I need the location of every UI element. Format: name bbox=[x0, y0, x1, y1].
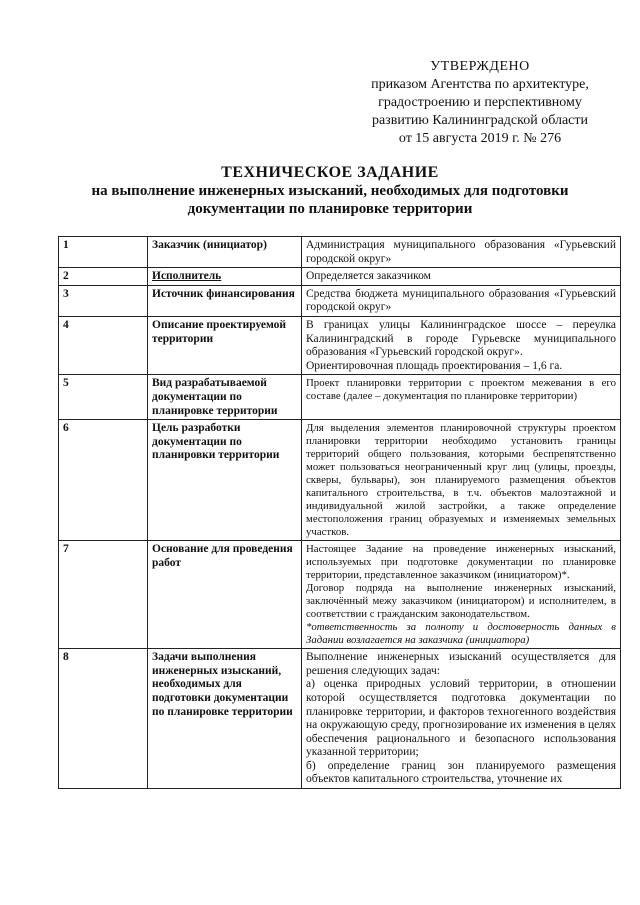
row-value bbox=[302, 375, 621, 420]
row-number: 5 bbox=[59, 375, 148, 420]
row-value-text: Определяется заказчиком bbox=[306, 270, 431, 283]
document-title bbox=[60, 164, 600, 218]
row-label: Задачи выполнения инженерных изысканий, необходимых для подготовки документации по планировке территории bbox=[148, 649, 302, 789]
row-value bbox=[302, 649, 621, 789]
table-row bbox=[59, 649, 621, 789]
row-label: Источник финансирования bbox=[148, 285, 302, 316]
table-row bbox=[59, 541, 621, 649]
row-label: Основание для проведения работ bbox=[148, 541, 302, 649]
row-value bbox=[302, 268, 621, 286]
row-value-text: Договор подряда на выполнение инженерных изысканий, заключённый межу заказчиком (инициатором) и исполнителем, в соответствии с гражданским законодательством. bbox=[306, 582, 616, 621]
table-row bbox=[59, 285, 621, 316]
approval-heading: УТВЕРЖДЕНО bbox=[430, 59, 530, 74]
row-value-text: а) оценка природных условий территории, в отношении которой осуществляется подготовка документации по планировке территории, и факторов техногенного воздействия на окружающую среду, прогнозирование их изменения в целях обеспечения рационального и безопасного использования указанной территории; bbox=[306, 678, 616, 759]
approval-line: градостроению и перспективному bbox=[378, 95, 582, 110]
row-label: Цель разработки документации по планировки территории bbox=[148, 420, 302, 541]
row-number: 2 bbox=[59, 268, 148, 286]
row-value-text: Выполнение инженерных изысканий осуществляется для решения следующих задач: bbox=[306, 651, 616, 677]
table-row bbox=[59, 268, 621, 286]
approval-line: развитию Калининградской области bbox=[371, 113, 589, 128]
row-value bbox=[302, 237, 621, 268]
row-label: Вид разрабатываемой документации по планировке территории bbox=[148, 375, 302, 420]
row-value bbox=[302, 316, 621, 374]
row-value-text: Администрация муниципального образования «Гурьевский городской округ» bbox=[306, 239, 616, 265]
table-row bbox=[59, 375, 621, 420]
title-sub: на выполнение инженерных изысканий, необходимых для подготовки bbox=[91, 183, 569, 199]
row-value bbox=[302, 285, 621, 316]
row-value-text: Проект планировки территории с проектом межевания в его составе (далее – документация по планировке территории) bbox=[306, 377, 616, 403]
row-label bbox=[148, 268, 302, 286]
row-value-text: б) определение границ зон планируемого размещения объектов капитального строительства, уточнение их bbox=[306, 759, 616, 786]
table-row bbox=[59, 316, 621, 374]
row-value bbox=[302, 541, 621, 649]
row-value-text: Для выделения элементов планировочной структуры проектом планировки территории необходимо установить границы территорий общего пользования, которыми беспрепятственно может пользоваться неограниченный круг лиц (улицы, проезды, скверы, бульвары), зон планируемого размещения объектов капитального строительства, в т.ч. объектов малоэтажной и индивидуальной жилой застройки, а также определение местоположения границ образуемых и изменяемых земельных участков. bbox=[306, 422, 616, 539]
row-number: 3 bbox=[59, 285, 148, 316]
table-row bbox=[59, 420, 621, 541]
row-label: Описание проектируемой территории bbox=[148, 316, 302, 374]
title-sub: документации по планировке территории bbox=[187, 201, 473, 217]
row-number: 8 bbox=[59, 649, 148, 789]
specification-table bbox=[58, 236, 621, 789]
row-number: 1 bbox=[59, 237, 148, 268]
row-footnote: *ответственность за полноту и достоверность данных в Задании возлагается на заказчика (инициатора) bbox=[306, 621, 616, 647]
approval-stamp bbox=[360, 58, 600, 148]
row-number: 6 bbox=[59, 420, 148, 541]
row-value-text: Настоящее Задание на проведение инженерных изысканий, используемых при подготовке документации по планировке территории, представленное заказчиком (инициатором)*. bbox=[306, 543, 616, 582]
title-main: ТЕХНИЧЕСКОЕ ЗАДАНИЕ bbox=[221, 164, 439, 181]
row-label: Заказчик (инициатор) bbox=[148, 237, 302, 268]
row-value-text: Ориентировочная площадь проектирования – 1,6 га. bbox=[306, 359, 563, 372]
row-number: 7 bbox=[59, 541, 148, 649]
row-value-text: В границах улицы Калининградское шоссе – переулка Калининградский в городе Гурьевске муниципального образования «Гурьевский городской округ». bbox=[306, 318, 616, 359]
approval-line: приказом Агентства по архитектуре, bbox=[371, 77, 589, 92]
row-number: 4 bbox=[59, 316, 148, 374]
row-value-text: Средства бюджета муниципального образования «Гурьевский городской округ» bbox=[306, 287, 616, 314]
approval-line: от 15 августа 2019 г. № 276 bbox=[398, 131, 562, 146]
row-value bbox=[302, 420, 621, 541]
row-label-text: Исполнитель bbox=[152, 270, 222, 283]
table-row bbox=[59, 237, 621, 268]
